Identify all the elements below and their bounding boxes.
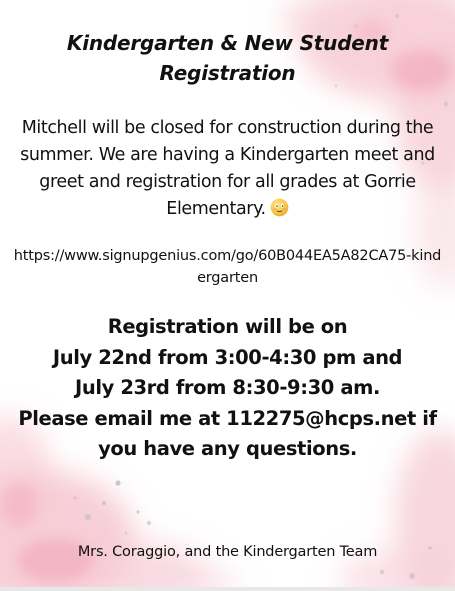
page-bottom-edge	[0, 587, 455, 591]
announcement-text: Mitchell will be closed for construction during the summer. We are having a Kindergarten meet and greet and registration for all grades at Gorrie Elementary.	[20, 118, 435, 219]
details-line: Please email me at 112275@hcps.net if	[18, 406, 437, 430]
flyer-title: Kindergarten & New Student Registration	[66, 31, 389, 85]
details-line: Registration will be on	[107, 315, 348, 338]
details-line: July 23rd from 8:30-9:30 am.	[75, 376, 380, 399]
details-line: you have any questions.	[98, 437, 357, 460]
registration-details	[6, 312, 449, 465]
smiling-face-icon	[270, 198, 289, 217]
construction-announcement	[8, 115, 447, 223]
signup-link[interactable]: https://www.signupgenius.com/go/60B044EA5A82CA75-kindergarten	[13, 248, 442, 286]
details-line: July 22nd from 3:00-4:30 pm and	[52, 345, 403, 369]
flyer-signature: Mrs. Coraggio, and the Kindergarten Team	[77, 544, 378, 560]
